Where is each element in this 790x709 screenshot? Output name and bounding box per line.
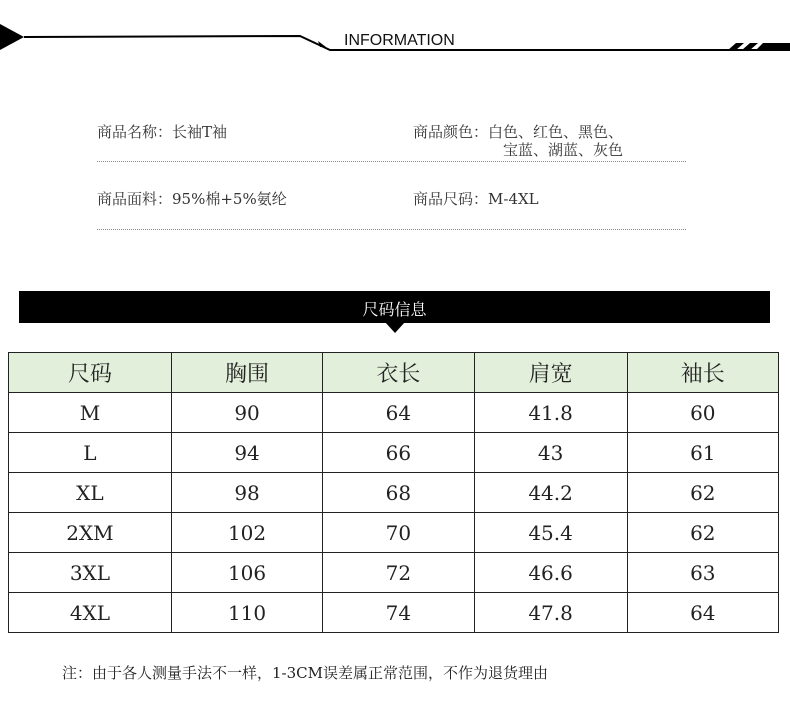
header-sleeve: 袖长 xyxy=(627,353,778,393)
table-cell: 110 xyxy=(171,593,322,633)
header-chest: 胸围 xyxy=(171,353,322,393)
table-row xyxy=(9,433,779,473)
product-name xyxy=(97,123,227,141)
table-cell: 4XL xyxy=(9,593,172,633)
table-cell: 106 xyxy=(171,553,322,593)
product-color xyxy=(413,123,623,141)
product-color-value-line1: 白色、红色、黑色、 xyxy=(488,123,624,141)
table-cell: 62 xyxy=(627,473,778,513)
header-decoration xyxy=(0,0,790,60)
table-cell: L xyxy=(9,433,172,473)
product-fabric-label: 商品面料： xyxy=(97,190,173,208)
product-color-value-line2: 宝蓝、湖蓝、灰色 xyxy=(503,141,624,159)
product-fabric xyxy=(97,190,287,208)
table-row xyxy=(9,593,779,633)
table-cell: 72 xyxy=(323,553,474,593)
table-cell: 94 xyxy=(171,433,322,473)
product-name-value: 长袖T袖 xyxy=(172,123,228,141)
table-cell: 63 xyxy=(627,553,778,593)
divider xyxy=(97,229,686,230)
table-header-row xyxy=(9,353,779,393)
table-cell: 2XM xyxy=(9,513,172,553)
header-shoulder: 肩宽 xyxy=(474,353,627,393)
table-cell: 64 xyxy=(323,393,474,433)
table-cell: 3XL xyxy=(9,553,172,593)
section-bar xyxy=(19,291,770,323)
footnote: 注：由于各人测量手法不一样，1-3CM误差属正常范围，不作为退货理由 xyxy=(62,664,548,682)
header-size: 尺码 xyxy=(9,353,172,393)
header-length: 衣长 xyxy=(323,353,474,393)
table-cell: 44.2 xyxy=(474,473,627,513)
section-title: 尺码信息 xyxy=(362,300,427,319)
size-table xyxy=(8,352,779,633)
table-row xyxy=(9,553,779,593)
table-cell: M xyxy=(9,393,172,433)
table-cell: 60 xyxy=(627,393,778,433)
product-size-value: M-4XL xyxy=(488,190,539,208)
table-cell: 102 xyxy=(171,513,322,553)
table-cell: 41.8 xyxy=(474,393,627,433)
product-color-label: 商品颜色： xyxy=(413,123,489,141)
table-row xyxy=(9,473,779,513)
table-cell: 70 xyxy=(323,513,474,553)
table-cell: 46.6 xyxy=(474,553,627,593)
product-size xyxy=(413,190,539,208)
table-cell: 43 xyxy=(474,433,627,473)
section-arrow-icon xyxy=(385,322,405,333)
table-cell: 68 xyxy=(323,473,474,513)
table-row xyxy=(9,513,779,553)
table-cell: XL xyxy=(9,473,172,513)
product-size-label: 商品尺码： xyxy=(413,190,489,208)
product-fabric-value: 95%棉+5%氨纶 xyxy=(172,190,287,208)
table-cell: 62 xyxy=(627,513,778,553)
divider xyxy=(97,161,686,162)
table-row xyxy=(9,393,779,433)
table-cell: 66 xyxy=(323,433,474,473)
table-cell: 45.4 xyxy=(474,513,627,553)
product-name-label: 商品名称： xyxy=(97,123,173,141)
table-cell: 74 xyxy=(323,593,474,633)
table-cell: 90 xyxy=(171,393,322,433)
header-title: INFORMATION xyxy=(344,32,455,49)
table-cell: 47.8 xyxy=(474,593,627,633)
table-cell: 98 xyxy=(171,473,322,513)
table-cell: 61 xyxy=(627,433,778,473)
table-cell: 64 xyxy=(627,593,778,633)
